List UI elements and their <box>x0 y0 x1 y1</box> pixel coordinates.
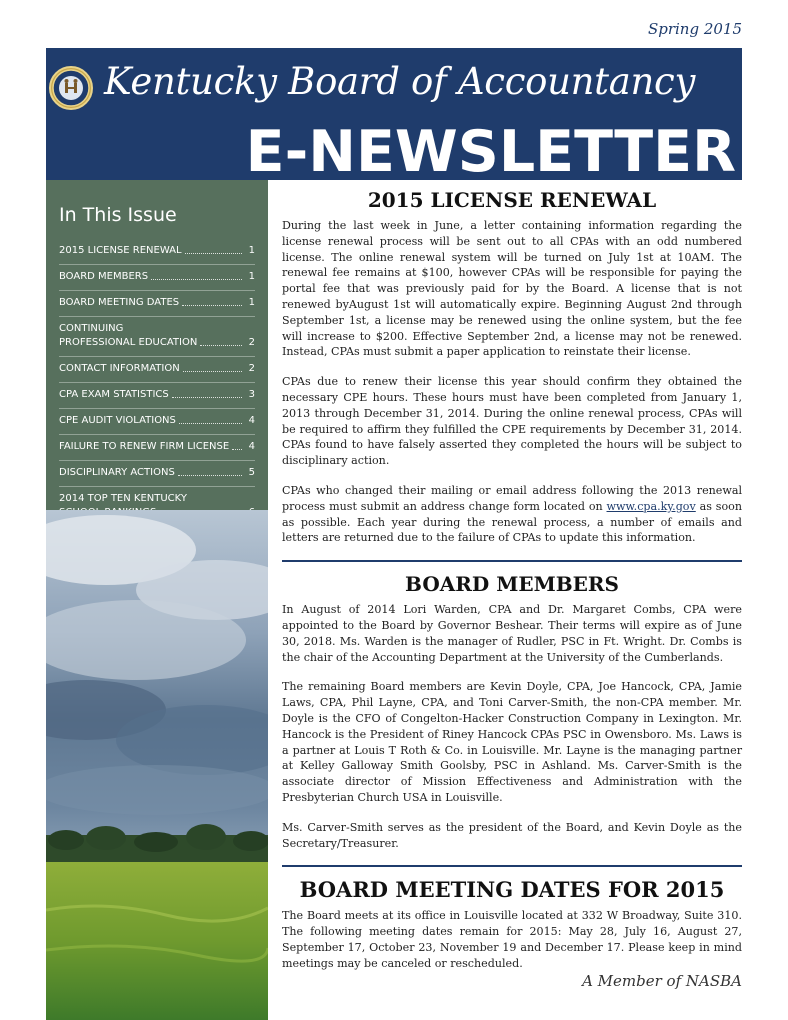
nasba-member-note: A Member of NASBA <box>582 972 742 990</box>
toc-dot-leader <box>182 305 242 306</box>
section-divider <box>282 865 742 867</box>
toc-item[interactable] <box>59 461 255 487</box>
toc-item[interactable] <box>59 357 255 383</box>
toc-item-page: 1 <box>248 271 255 282</box>
toc-dot-leader <box>183 371 242 372</box>
sidebar-title: In This Issue <box>59 204 177 226</box>
license-renewal-heading: 2015 LICENSE RENEWAL <box>367 188 657 212</box>
toc-dot-leader <box>232 449 242 450</box>
masthead-banner <box>46 48 742 180</box>
license-renewal-p1: During the last week in June, a letter containing information regarding the license renewal process will be sent out to all CPAs with an odd numbered license. The online renewal system will be turned on July 1st at 10AM. The renewal fee remains at $100, however CPAs will be responsible for paying the portal fee that was previously paid for by the Board. A license that is not renewed byAugust 1st will automatically expire. Beginning August 2nd through September 1st, a license may be renewed using the online system, but the fee will increase to $200. Effective September 2nd, a license may not be renewed. Instead, CPAs must submit a paper application to reinstate their license. <box>282 219 742 359</box>
board-members-heading: BOARD MEMBERS <box>405 572 619 597</box>
toc-item-label: BOARD MEMBERS <box>59 271 149 282</box>
newsletter-title: E-NEWSLETTER <box>245 119 736 180</box>
toc-item-label: 2015 LICENSE RENEWAL <box>59 245 182 256</box>
toc-item-label: BOARD MEETING DATES <box>59 297 180 308</box>
toc-item-page: 2 <box>248 363 255 374</box>
landscape-photo <box>46 510 268 1020</box>
toc-item-page: 1 <box>248 245 255 256</box>
toc-item[interactable] <box>59 383 255 409</box>
toc-dot-leader <box>185 253 242 254</box>
board-name: Kentucky Board of Accountancy <box>104 60 696 103</box>
toc-item-label: CONTACT INFORMATION <box>59 363 180 374</box>
toc-item-page: 1 <box>248 297 255 308</box>
toc-dot-leader <box>172 397 242 398</box>
kentucky-seal-icon <box>49 66 93 110</box>
section-divider <box>282 560 742 562</box>
meeting-dates-p1: The Board meets at its office in Louisville located at 332 W Broadway, Suite 310. The following meeting dates remain for 2015: May 28, July 16, August 27, September 17, October 23, November 19 and December 17. Please keep in mind meetings may be canceled or rescheduled. <box>282 909 742 970</box>
toc-item[interactable] <box>59 291 255 317</box>
toc-item-label: 2014 TOP TEN KENTUCKY <box>59 493 187 504</box>
toc-item-page: 5 <box>248 467 255 478</box>
license-renewal-p2: CPAs due to renew their license this year should confirm they obtained the necessary CPE hours. These hours must have been completed from January 1, 2013 through December 31, 2014. During the online renewal process, CPAs will be required to affirm they fulfilled the CPE requirements by December 31, 2014. CPAs found to have falsely asserted they completed the hours will be subject to disciplinary action. <box>282 375 742 468</box>
cpa-website-link[interactable]: www.cpa.ky.gov <box>606 499 696 513</box>
board-members-p3: Ms. Carver-Smith serves as the president of the Board, and Kevin Doyle as the Secretary/Treasurer. <box>282 820 742 850</box>
board-members-p1: In August of 2014 Lori Warden, CPA and Dr. Margaret Combs, CPA were appointed to the Board by Governor Beshear. Their terms will expire as of June 30, 2018. Ms. Warden is the manager of Rudler, PSC in Ft. Wright. Dr. Combs is the chair of the Accounting Department at the University of the Cumberlands. <box>282 603 742 664</box>
toc-item[interactable] <box>59 409 255 435</box>
toc-item-page: 3 <box>248 389 255 400</box>
toc-item-page: 2 <box>248 337 255 348</box>
toc-item-label: CONTINUING PROFESSIONAL EDUCATION <box>59 323 198 348</box>
license-renewal-p3-text-end: as soon as possible. Each year during the renewal process, a number of emails and letters are returned due to the failure of CPAs to update this information. <box>282 499 742 545</box>
board-members-p2: The remaining Board members are Kevin Doyle, CPA, Joe Hancock, CPA, Jamie Laws, CPA, Phil Layne, CPA, and Toni Carver-Smith, the non-CPA member. Mr. Doyle is the CFO of Congelton-Hacker Construction Company in Lexington. Mr. Hancock is the President of Riney Hancock CPAs PSC in Owensboro. Ms. Laws is a partner at Louis T Roth & Co. in Louisville. Mr. Layne is the managing partner at Kelley Galloway Smith Goolsby, PSC in Ashland. Ms. Carver-Smith is the associate director of Mission Effectiveness and Administration with the Presbyterian Church USA in Louisville. <box>282 680 742 804</box>
license-renewal-p3-text: CPAs who changed their mailing or email address following the 2013 renewal process must submit an address change form located on <box>282 483 742 513</box>
toc-item-page: 4 <box>248 441 255 452</box>
in-this-issue-sidebar <box>46 180 268 510</box>
issue-date: Spring 2015 <box>647 20 742 38</box>
toc-dot-leader <box>179 423 242 424</box>
toc-item-label: DISCIPLINARY ACTIONS <box>59 467 175 478</box>
toc-dot-leader <box>200 345 242 346</box>
main-content <box>282 188 742 985</box>
toc-item-label: CPE AUDIT VIOLATIONS <box>59 415 176 426</box>
toc-item-label: CPA EXAM STATISTICS <box>59 389 169 400</box>
meeting-dates-heading: BOARD MEETING DATES FOR 2015 <box>299 877 725 903</box>
toc-item[interactable] <box>59 435 255 461</box>
toc-item[interactable] <box>59 265 255 291</box>
toc-item[interactable] <box>59 317 255 357</box>
toc-dot-leader <box>178 475 242 476</box>
toc-dot-leader <box>151 279 242 280</box>
toc-item[interactable] <box>59 239 255 265</box>
toc-list <box>59 239 255 526</box>
toc-item-page: 4 <box>248 415 255 426</box>
license-renewal-p3 <box>282 483 742 546</box>
toc-item-label: FAILURE TO RENEW FIRM LICENSE <box>59 441 230 452</box>
